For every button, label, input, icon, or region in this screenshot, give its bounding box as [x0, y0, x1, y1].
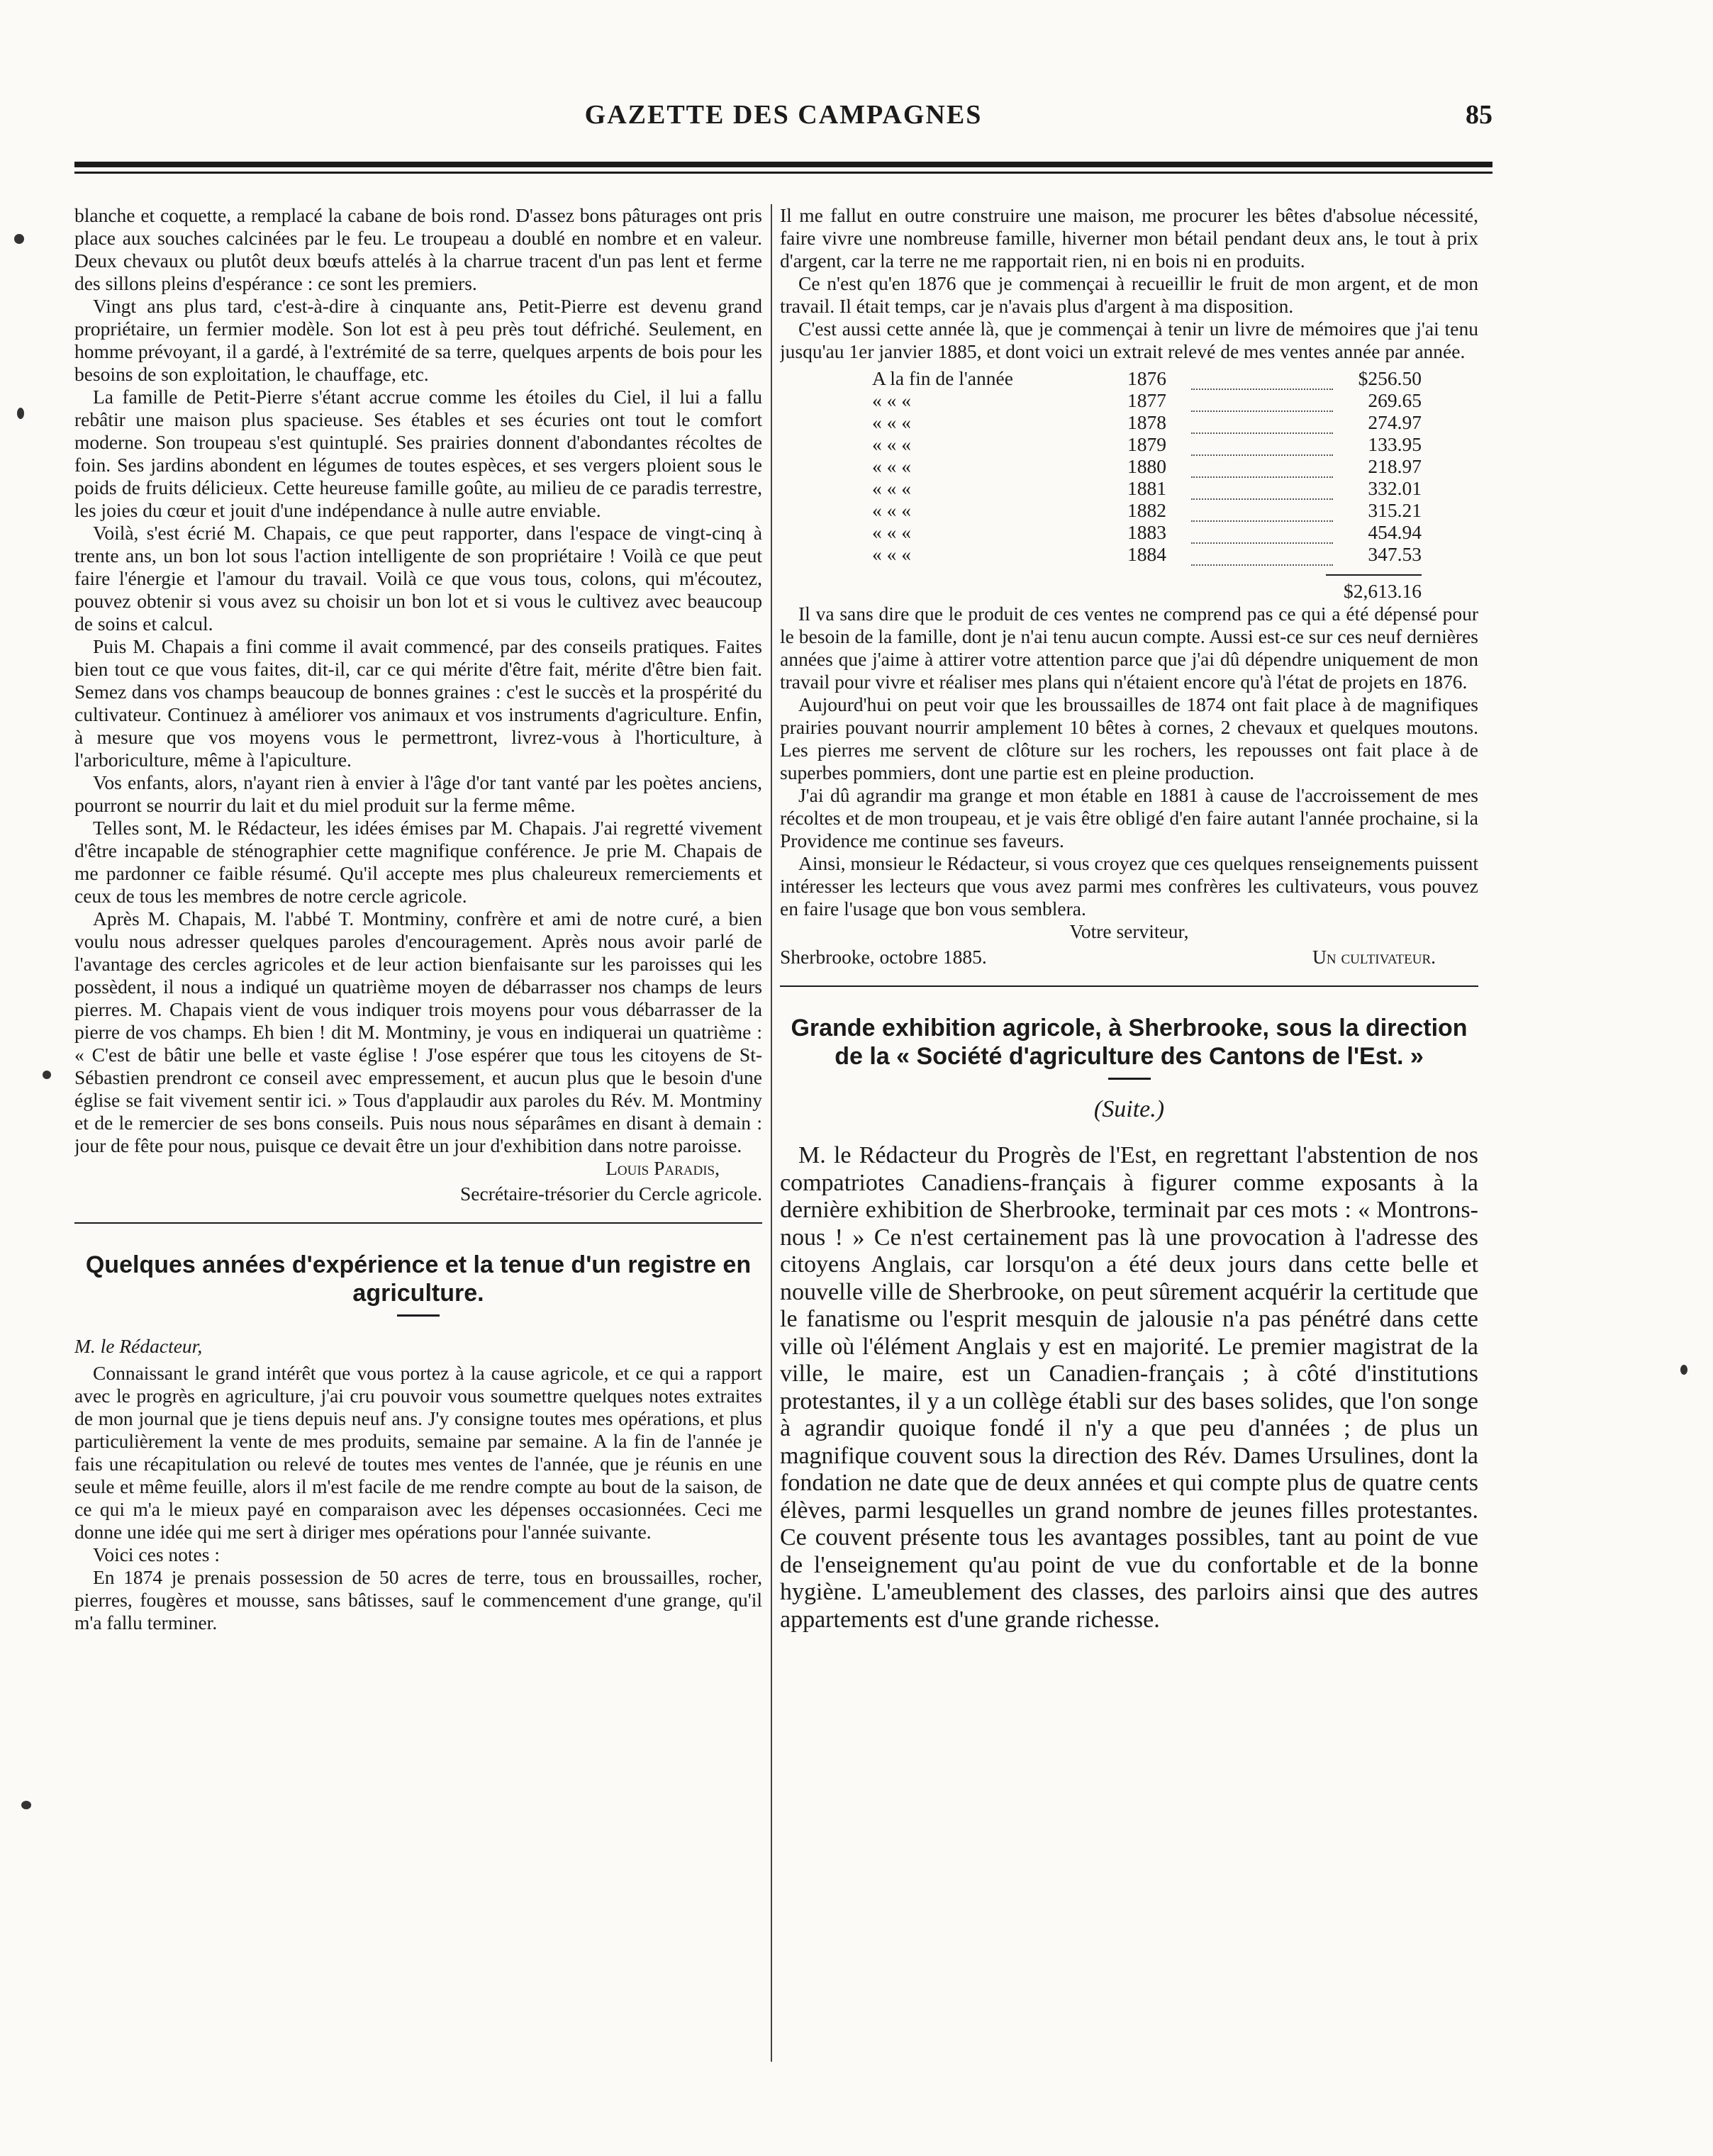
sales-row — [780, 455, 1478, 477]
paragraph: Telles sont, M. le Rédacteur, les idées émises par M. Chapais. J'ai regretté vivement d'être incapable de sténographier cette magnifique conférence. Je prie M. Chapais de me pardonner ce faible résumé. Qu'il accepte mes plus chaleureux remerciements et ceux de tous les membres de notre cercle agricole. — [74, 817, 762, 907]
scan-speck — [21, 1801, 31, 1809]
sales-row — [780, 499, 1478, 521]
sales-row-leader — [1191, 543, 1333, 565]
sales-row-leader — [1191, 367, 1333, 389]
sales-row-prefix: « « « — [872, 433, 911, 455]
paragraph: J'ai dû agrandir ma grange et mon étable en 1881 à cause de l'accroissement de mes récoltes et de mon troupeau, et je vais être obligé d'en faire autant l'année prochaine, si la Providence me continue ses faveurs. — [780, 784, 1478, 851]
sales-row-prefix: « « « — [872, 455, 911, 477]
short-rule — [397, 1314, 440, 1317]
sales-row-amount: 274.97 — [1368, 411, 1422, 433]
sales-row — [780, 411, 1478, 433]
salutation: M. le Rédacteur, — [74, 1335, 203, 1357]
left-column — [74, 204, 762, 2062]
paragraph: Voilà, s'est écrié M. Chapais, ce que peut rapporter, dans l'espace de vingt-cinq à trente ans, un bon lot sous l'action intelligente de son propriétaire ! Voilà ce que peut faire l'énergie et l'amour du travail. Voilà ce que vous tous, colons, qui m'écoutez, pouvez obtenir si vous avez su choisir un bon lot et si vous le cultivez avec beaucoup de soins et calcul. — [74, 522, 762, 635]
page-number: 85 — [1466, 100, 1492, 130]
paragraph: La famille de Petit-Pierre s'étant accrue comme les étoiles du Ciel, il lui a fallu rebâtir une maison plus spacieuse. Ses étables et ses écuries ont tout le comfort moderne. Son troupeau s'est quintuplé. Ses prairies donnent d'abondantes récoltes de foin. Ses jardins abondent en légumes de toutes espèces, et ses vergers ploient sous le poids de fruits délicieux. Cette heureuse famille goûte, au milieu de ce paradis terrestre, les joies du cœur et jouit d'une indépendance à nulle autre enviable. — [74, 386, 762, 521]
sales-row-year: 1878 — [1127, 411, 1166, 433]
sales-row-prefix: « « « — [872, 543, 911, 565]
sales-row-amount: 133.95 — [1368, 433, 1422, 455]
closing-salutation: Votre serviteur, — [1069, 920, 1189, 942]
paragraph: M. le Rédacteur du Progrès de l'Est, en regrettant l'abstention de nos compatriotes Canadiens-français à figurer comme exposants à la dernière exhibition de Sherbrooke, terminait par ces mots : « Montrons-nous ! » Ce n'est certainement pas là une provocation à l'adresse des citoyens Anglais, car lorsqu'on a été deux jours dans cette belle et nouvelle ville de Sherbrooke, on peut sûrement acquérir la certitude que le fanatisme ou l'esprit mesquin de jalousie n'a pas pénétré dans cette ville où l'élément Anglais y est en majorité. Le premier magistrat de la ville, le maire, est un Canadien-français ; à côté d'institutions protestantes, il y a un collège établi sur des bases solides, que l'on songe à agrandir quoique fondé il n'y a que peu d'années ; de plus un magnifique couvent sous la direction des Rév. Dames Ursulines, dont la fondation ne date que de deux années et qui compte plus de quatre cents élèves, parmi lesquelles un grand nombre de jeunes filles protestantes. Ce couvent présente tous les avantages possibles, tant au point de vue de l'enseignement qu'au point de vue du confortable et de la bonne hygiène. L'ameublement des classes, des parloirs ainsi que des autres appartements est d'une grande richesse. — [780, 1142, 1478, 1633]
scan-speck — [1680, 1365, 1687, 1375]
section-heading-exhibition: Grande exhibition agricole, à Sherbrooke, sous la direction de la « Société d'agriculture des Cantons de l'Est. » — [791, 1015, 1468, 1070]
sales-row-leader — [1191, 411, 1333, 433]
paragraph: Puis M. Chapais a fini comme il avait commencé, par des conseils pratiques. Faites bien tout ce que vous faites, dit-il, car ce qui mérite d'être fait, mérite d'être bien fait. Semez dans vos champs beaucoup de bonnes graines : c'est le succès et la prospérité du cultivateur. Continuez à améliorer vos animaux et vos instruments d'agriculture. Enfin, à mesure que vos moyens vous le permettront, livrez-vous à l'horticulture, à l'arboriculture, même à l'apiculture. — [74, 635, 762, 771]
sales-total: $2,613.16 — [1344, 580, 1422, 602]
sales-table — [780, 367, 1478, 566]
sales-row — [780, 367, 1478, 389]
paragraph: Vos enfants, alors, n'ayant rien à envier à l'âge d'or tant vanté par les poètes anciens, pourront se nourrir du lait et du miel produit sur la ferme même. — [74, 771, 762, 816]
paragraph: Après M. Chapais, M. l'abbé T. Montminy, confrère et ami de notre curé, a bien voulu nous adresser quelques paroles d'encouragement. Après nous avoir parlé de l'avantage des cercles agricoles et de leur action bienfaisante sur les paroisses qui les possèdent, il nous a indiqué un quatrième moyen de débarrasser nos champs de leurs pierres. M. Chapais vient de vous indiquer trois moyens pour vous débarrasser de la pierre de vos champs. Eh bien ! dit M. Montminy, je vous en indiquerai un quatrième : « C'est de bâtir une belle et vaste église ! J'ose espérer que tous les citoyens de St-Sébastien prendront ce conseil avec empressement, et aucun plus que le besoin d'une église se fait vivement sentir ici. » Tous d'applaudir aux paroles du Rév. M. Montminy et de le remercier de ses bons conseils. Puis nous nous séparâmes en disant à demain : jour de fête pour nous, puisque ce devait être un jour d'exhibition dans notre paroisse. — [74, 907, 762, 1156]
sales-row-amount: 218.97 — [1368, 455, 1422, 477]
paragraph: Aujourd'hui on peut voir que les broussailles de 1874 ont fait place à de magnifiques prairies pouvant nourrir amplement 10 bêtes à cornes, 2 chevaux et quelques moutons. Les pierres me servent de clôture sur les rochers, les repousses ont fait place à de superbes pommiers, dont une partie est en pleine production. — [780, 693, 1478, 783]
sales-row-prefix: « « « — [872, 389, 911, 411]
signature-name: Louis Paradis, — [606, 1157, 720, 1179]
sales-row-leader — [1191, 477, 1333, 499]
right-column — [780, 204, 1478, 2062]
paragraph: Ainsi, monsieur le Rédacteur, si vous croyez que ces quelques renseignements puissent intéresser les lecteurs que vous avez parmi mes confrères les cultivateurs, vous pouvez en faire l'usage que bon vous semblera. — [780, 852, 1478, 920]
sales-row — [780, 521, 1478, 543]
scan-speck — [43, 1071, 51, 1079]
header-rule-thick — [74, 162, 1492, 167]
closing-place-date: Sherbrooke, octobre 1885. — [780, 946, 987, 968]
sales-row-year: 1880 — [1127, 455, 1166, 477]
paragraph: Voici ces notes : — [93, 1543, 220, 1565]
journal-title: GAZETTE DES CAMPAGNES — [584, 100, 983, 130]
sales-row-year: 1877 — [1127, 389, 1166, 411]
paragraph: Il me fallut en outre construire une maison, me procurer les bêtes d'absolue nécessité, faire vivre une nombreuse famille, hiverner mon bétail pendant deux ans, le tout à prix d'argent, car la terre ne me rapportait rien, ni en bois ni en produits. — [780, 204, 1478, 272]
page-header — [74, 99, 1492, 135]
paragraph: Connaissant le grand intérêt que vous portez à la cause agricole, et ce qui a rapport avec le progrès en agriculture, j'ai cru pouvoir vous soumettre quelques notes extraites de mon journal que je tiens depuis neuf ans. J'y consigne toutes mes opérations, et plus particulièrement la vente de mes produits, semaine par semaine. A la fin de l'année je fais une récapitulation ou relevé de toutes mes ventes de l'année, que je réunis en une seule et même feuille, alors il m'est facile de me rendre compte au bout de la saison, de ce qui m'a le mieux payé en comparaison avec les dépenses occasionnées. Ceci me donne une idée qui me sert à diriger mes opérations pour l'année suivante. — [74, 1362, 762, 1543]
sales-row-leader — [1191, 433, 1333, 455]
sales-row — [780, 543, 1478, 565]
sales-row-year: 1882 — [1127, 499, 1166, 521]
sales-row-amount: 347.53 — [1368, 543, 1422, 565]
sales-row-leader — [1191, 389, 1333, 411]
paragraph: blanche et coquette, a remplacé la cabane de bois rond. D'assez bons pâturages ont pris place aux souches calcinées par le feu. Le troupeau a doublé en nombre et en valeur. Deux chevaux ou plutôt deux bœufs attelés à la charrue tracent d'un pas lent et ferme des sillons pleins d'espérance : ce sont les premiers. — [74, 204, 762, 294]
sales-row-amount: 269.65 — [1368, 389, 1422, 411]
paragraph: Ce n'est qu'en 1876 que je commençai à recueillir le fruit de mon argent, et de mon travail. Il était temps, car je n'avais plus d'argent à ma disposition. — [780, 272, 1478, 317]
scan-speck — [17, 408, 24, 419]
sales-row-prefix: « « « — [872, 477, 911, 499]
sales-row-year: 1883 — [1127, 521, 1166, 543]
signature-title: Secrétaire-trésorier du Cercle agricole. — [459, 1183, 762, 1205]
section-heading-registre: Quelques années d'expérience et la tenue d'un registre en agriculture. — [85, 1251, 752, 1307]
sales-row-leader — [1191, 455, 1333, 477]
paragraph: C'est aussi cette année là, que je commençai à tenir un livre de mémoires que j'ai tenu jusqu'au 1er janvier 1885, et dont voici un extrait relevé de mes ventes année par année. — [780, 318, 1478, 362]
section-subtitle: (Suite.) — [1093, 1096, 1165, 1122]
sales-row-prefix: « « « — [872, 521, 911, 543]
sales-row-amount: 332.01 — [1368, 477, 1422, 499]
sales-row-prefix: « « « — [872, 499, 911, 521]
sales-row-prefix: A la fin de l'année — [872, 367, 1013, 389]
sales-row-year: 1884 — [1127, 543, 1166, 565]
section-rule — [780, 985, 1478, 987]
sales-row — [780, 433, 1478, 455]
sales-row-leader — [1191, 499, 1333, 521]
sales-row — [780, 389, 1478, 411]
sales-row-leader — [1191, 521, 1333, 543]
sales-row-year: 1879 — [1127, 433, 1166, 455]
short-rule — [1108, 1078, 1151, 1080]
closing-author: Un cultivateur. — [1312, 946, 1436, 968]
scan-speck — [14, 234, 24, 244]
column-divider — [771, 204, 772, 2062]
paragraph: Vingt ans plus tard, c'est-à-dire à cinquante ans, Petit-Pierre est devenu grand propriétaire, un fermier modèle. Son lot est à peu près tout défriché. Seulement, en homme prévoyant, il a gardé, à l'extrémité de sa terre, quelques arpents de bois pour les besoins de son exploitation, le chauffage, etc. — [74, 295, 762, 385]
paragraph: En 1874 je prenais possession de 50 acres de terre, tous en broussailles, rocher, pierres, fougères et mousse, sans bâtisses, sauf le commencement d'une grange, qu'il m'a fallu terminer. — [74, 1566, 762, 1633]
closing-line — [780, 946, 1478, 968]
sales-row-amount: 315.21 — [1368, 499, 1422, 521]
sales-row-year: 1876 — [1127, 367, 1166, 389]
header-rule-thin — [74, 172, 1492, 174]
sales-row-amount: $256.50 — [1358, 367, 1422, 389]
paragraph: Il va sans dire que le produit de ces ventes ne comprend pas ce qui a été dépensé pour le besoin de la famille, dont je n'ai tenu aucun compte. Aussi est-ce sur ces neuf dernières années que j'aime à attirer votre attention parce que j'ai dû dépendre uniquement de mon travail pour vivre et réaliser mes plans qui n'étaient encore qu'à l'état de projets en 1876. — [780, 603, 1478, 693]
sales-row — [780, 477, 1478, 499]
total-rule — [1326, 574, 1422, 576]
sales-row-amount: 454.94 — [1368, 521, 1422, 543]
sales-row-prefix: « « « — [872, 411, 911, 433]
sales-row-year: 1881 — [1127, 477, 1166, 499]
section-rule — [74, 1222, 762, 1224]
